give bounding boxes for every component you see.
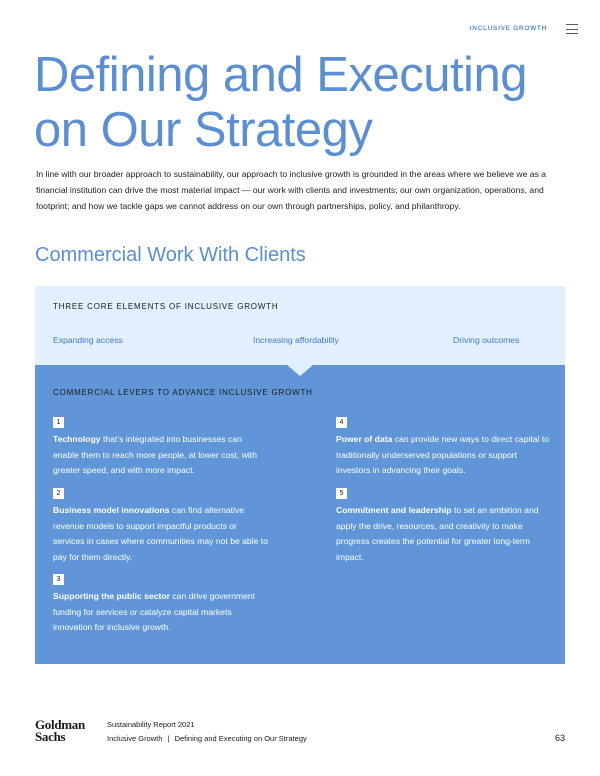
- lever-description: can find alternative revenue models to support impactful products or services in cases where communities may not be able to pay for them directly.: [53, 505, 268, 562]
- core-element-increasing-affordability: Increasing affordability: [253, 335, 339, 345]
- lever-item: [336, 488, 551, 565]
- pointer-arrow: [287, 365, 313, 376]
- section-label: INCLUSIVE GROWTH: [469, 25, 547, 32]
- footer-breadcrumb: [107, 734, 307, 743]
- lever-bold-label: Technology: [53, 434, 101, 444]
- breadcrumb-separator: |: [167, 734, 170, 743]
- lever-item: [336, 417, 551, 479]
- lever-description: to set an ambition and apply the drive, resources, and creativity to make progress creates the potential for greater long-term impact.: [336, 505, 539, 562]
- logo-line-2: Sachs: [35, 729, 66, 744]
- core-element-driving-outcomes: Driving outcomes: [453, 335, 520, 345]
- breadcrumb-page: Defining and Executing on Our Strategy: [174, 734, 307, 743]
- lever-number: 5: [336, 488, 347, 499]
- footer-report-title: Sustainability Report 2021: [107, 720, 195, 729]
- lever-text: [336, 503, 551, 565]
- lever-description: can drive government funding for services or catalyze capital markets innovation for inclusive growth.: [53, 591, 256, 632]
- intro-paragraph: In line with our broader approach to sustainability, our approach to inclusive growth is grounded in the areas where we believe we as a financial institution can drive the most material impact — our work with clients and investments; our own organization, operations, and footprint; and how we tackle gaps we cannot address on our own through partnerships, policy, and philanthropy.: [36, 169, 547, 211]
- breadcrumb-section[interactable]: Inclusive Growth: [107, 734, 163, 743]
- lever-bold-label: Power of data: [336, 434, 393, 444]
- core-element-expanding-access: Expanding access: [53, 335, 123, 345]
- lever-number: 1: [53, 417, 64, 428]
- core-elements-title: THREE CORE ELEMENTS OF INCLUSIVE GROWTH: [53, 302, 279, 311]
- lever-item: [53, 488, 268, 565]
- page-title: Defining and Executing on Our Strategy: [34, 48, 527, 157]
- core-elements-panel: [35, 286, 565, 365]
- levers-title: COMMERCIAL LEVERS TO ADVANCE INCLUSIVE GROWTH: [53, 388, 313, 397]
- menu-icon[interactable]: [566, 24, 578, 34]
- lever-text: [53, 432, 268, 479]
- section-heading: Commercial Work With Clients: [35, 244, 306, 266]
- lever-item: [53, 574, 268, 636]
- commercial-levers-panel: [35, 365, 565, 664]
- logo-line-1: Goldman: [35, 717, 85, 732]
- lever-number: 3: [53, 574, 64, 585]
- goldman-sachs-logo: [35, 719, 85, 743]
- lever-text: [336, 432, 551, 479]
- lever-number: 4: [336, 417, 347, 428]
- lever-bold-label: Business model innovations: [53, 505, 170, 515]
- lever-text: [53, 589, 268, 636]
- lever-number: 2: [53, 488, 64, 499]
- lever-description: that’s integrated into businesses can enable them to reach more people, at lower cost, with greater speed, and with more impact.: [53, 434, 257, 475]
- lever-item: [53, 417, 268, 479]
- lever-text: [53, 503, 268, 565]
- lever-bold-label: Supporting the public sector: [53, 591, 170, 601]
- page-number: 63: [554, 733, 565, 743]
- lever-bold-label: Commitment and leadership: [336, 505, 452, 515]
- lever-description: can provide new ways to direct capital to traditionally underserved populations or support investors in advancing their goals.: [336, 434, 550, 475]
